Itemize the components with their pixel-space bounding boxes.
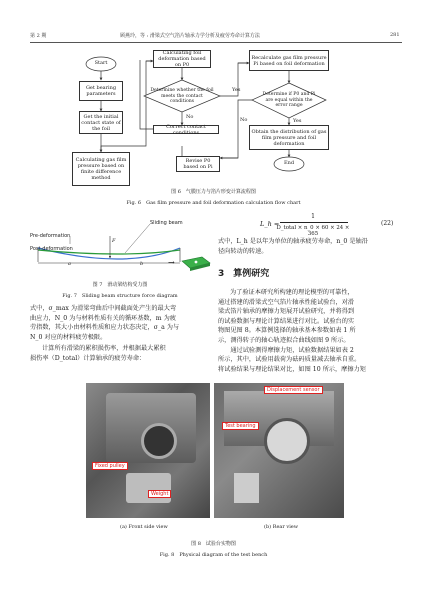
photo-rear-bearing <box>264 418 310 464</box>
left-para2 <box>30 344 218 363</box>
get-initial-box: Get the initial contact state of the foil <box>79 111 123 134</box>
right-para-line: 的试验数据与理论计算结果进行对比。试验台的实 <box>218 317 355 325</box>
obtain-box: Obtain the distribution of gas film pressure and foil deformation <box>249 125 329 150</box>
right-para-line: 物图见图 8。本算例选择的轴承基本参数如表 1 所 <box>218 327 356 335</box>
section-heading: 3 算例研究 <box>218 269 270 279</box>
test-bearing-label: Test bearing <box>222 422 259 430</box>
dim-a-label: a <box>68 261 71 267</box>
weight-label: Weight <box>148 490 171 498</box>
photo-rear <box>214 383 344 518</box>
dim-b-label: b <box>140 261 144 267</box>
left-para2-line: 计算所有滑梁的累积损伤率，并根据最大累积 <box>42 345 166 352</box>
photo-rear-weight <box>234 473 259 503</box>
left-para1-line: 曲应力，N_0 为与材料性质有关的循环基数，m 为疲 <box>30 314 176 322</box>
right-para <box>218 288 406 374</box>
equation-denominator: D_total × n_0 × 60 × 24 × 365 <box>276 225 350 237</box>
fig8-caption-cn: 图 8 试验台实物图 <box>191 541 236 547</box>
recalc-box: Recalculate gas film pressure Pi based on foil deformation <box>249 50 329 71</box>
no-label-1: No <box>186 114 194 120</box>
get-params-box: Get bearing parameters <box>79 81 123 101</box>
right-para-line: 示，测得转子的轴心轨迹拟合曲线如图 9 所示。 <box>218 336 350 344</box>
header-left: 第 2 期 <box>30 33 47 39</box>
fig6-caption-en: Fig. 6 Gas film pressure and foil deformation calculation flow chart <box>126 200 301 206</box>
force-label: F <box>112 238 116 244</box>
left-para2-line: 损伤率（D_total）计算轴承的疲劳寿命： <box>30 354 146 362</box>
correct-box: Correct contact conditions <box>153 125 219 134</box>
calc-gas-box: Calculating gas film pressure based on finite difference method <box>72 152 130 186</box>
photo-a-caption: (a) Front side view <box>120 524 168 530</box>
pre-deformation-label: Pre-deformation <box>30 233 71 239</box>
equation-fraction-bar <box>280 222 348 223</box>
equation-numerator: 1 <box>311 213 315 220</box>
sliding-beam-label: Sliding beam <box>150 220 183 226</box>
revise-box: Revise P0 based on Pi <box>176 156 220 172</box>
determine-contact-label: Determine whether the foil meets the contact conditions <box>150 88 214 105</box>
right-para-line: 通过搭建的滑梁式空气箔片轴承性能试验台，对滑 <box>218 298 355 306</box>
post-deformation-label: Post-deformation <box>30 246 73 252</box>
photo-front-pulley <box>141 423 177 459</box>
header-center: 顾燕玲，等 : 滑梁式空气箔片轴承力学分析及疲劳寿命计算方法 <box>120 33 260 39</box>
left-para1 <box>30 304 218 342</box>
displacement-sensor-label: Displacement sensor <box>264 386 323 394</box>
right-para-line: 通过试验测得摩擦力矩，试验数据结果如表 2 <box>218 346 354 354</box>
end-label: End <box>283 160 295 166</box>
right-para-line: 为了验证本研究所构建的理论模型的可靠性， <box>230 289 354 296</box>
determine-equal-label: Determine if P0 and Pi are equal within the error range <box>262 92 316 109</box>
right-para-line: 将试验结果与理论结果对比，如图 10 所示，摩擦力矩 <box>218 365 366 373</box>
left-para1-line: 式中，σ_max 为滑梁弯曲后中间截面处产生的最大弯 <box>30 305 177 312</box>
fixed-pulley-label: Fixed pulley <box>92 462 128 470</box>
start-label: Start <box>94 60 108 66</box>
fig7-caption-en: Fig. 7 Sliding beam structure force diagram <box>62 293 178 299</box>
right-after-eq-line: 径向转动的转速。 <box>218 247 268 255</box>
fig7-caption-cn: 图 7 滑动梁结构受力图 <box>92 282 148 288</box>
equation-lhs: L_h = <box>260 220 280 228</box>
right-para-line: 所示，其中，试验用载荷为砝码质量减去轴承自重。 <box>218 356 361 364</box>
no-label-2: No <box>240 117 248 123</box>
right-after-eq <box>218 237 406 256</box>
arrow-right-icon: → <box>168 258 175 267</box>
fig8-caption-en: Fig. 8 Physical diagram of the test bench <box>159 552 268 558</box>
photo-b-caption: (b) Rear view <box>264 524 299 530</box>
fig6-caption-cn: 图 6 气膜压力与箔片形变计算流程图 <box>171 189 256 195</box>
left-para1-line: 劳指数，其大小由材料性质和应力状态决定，σ_a 为与 <box>30 324 180 332</box>
beam-3d-icon <box>180 255 212 271</box>
yes-label-2: Yes <box>293 118 302 124</box>
equation-number: (22) <box>381 220 394 227</box>
right-after-eq-line: 式中，L_h 是以年为单位的轴承疲劳寿命，n_0 是轴沿 <box>218 238 368 245</box>
header-page: 281 <box>390 32 400 38</box>
photo-front-weight <box>126 473 171 503</box>
calc-foil-box: Calculating foil deformation based on P0 <box>153 50 211 68</box>
left-para1-line: N_0 对应的材料疲劳极限。 <box>30 333 107 341</box>
yes-label-1: Yes <box>232 87 241 93</box>
right-para-line: 梁式箔片轴承的摩擦力矩展开试验研究，并将得到 <box>218 308 355 316</box>
